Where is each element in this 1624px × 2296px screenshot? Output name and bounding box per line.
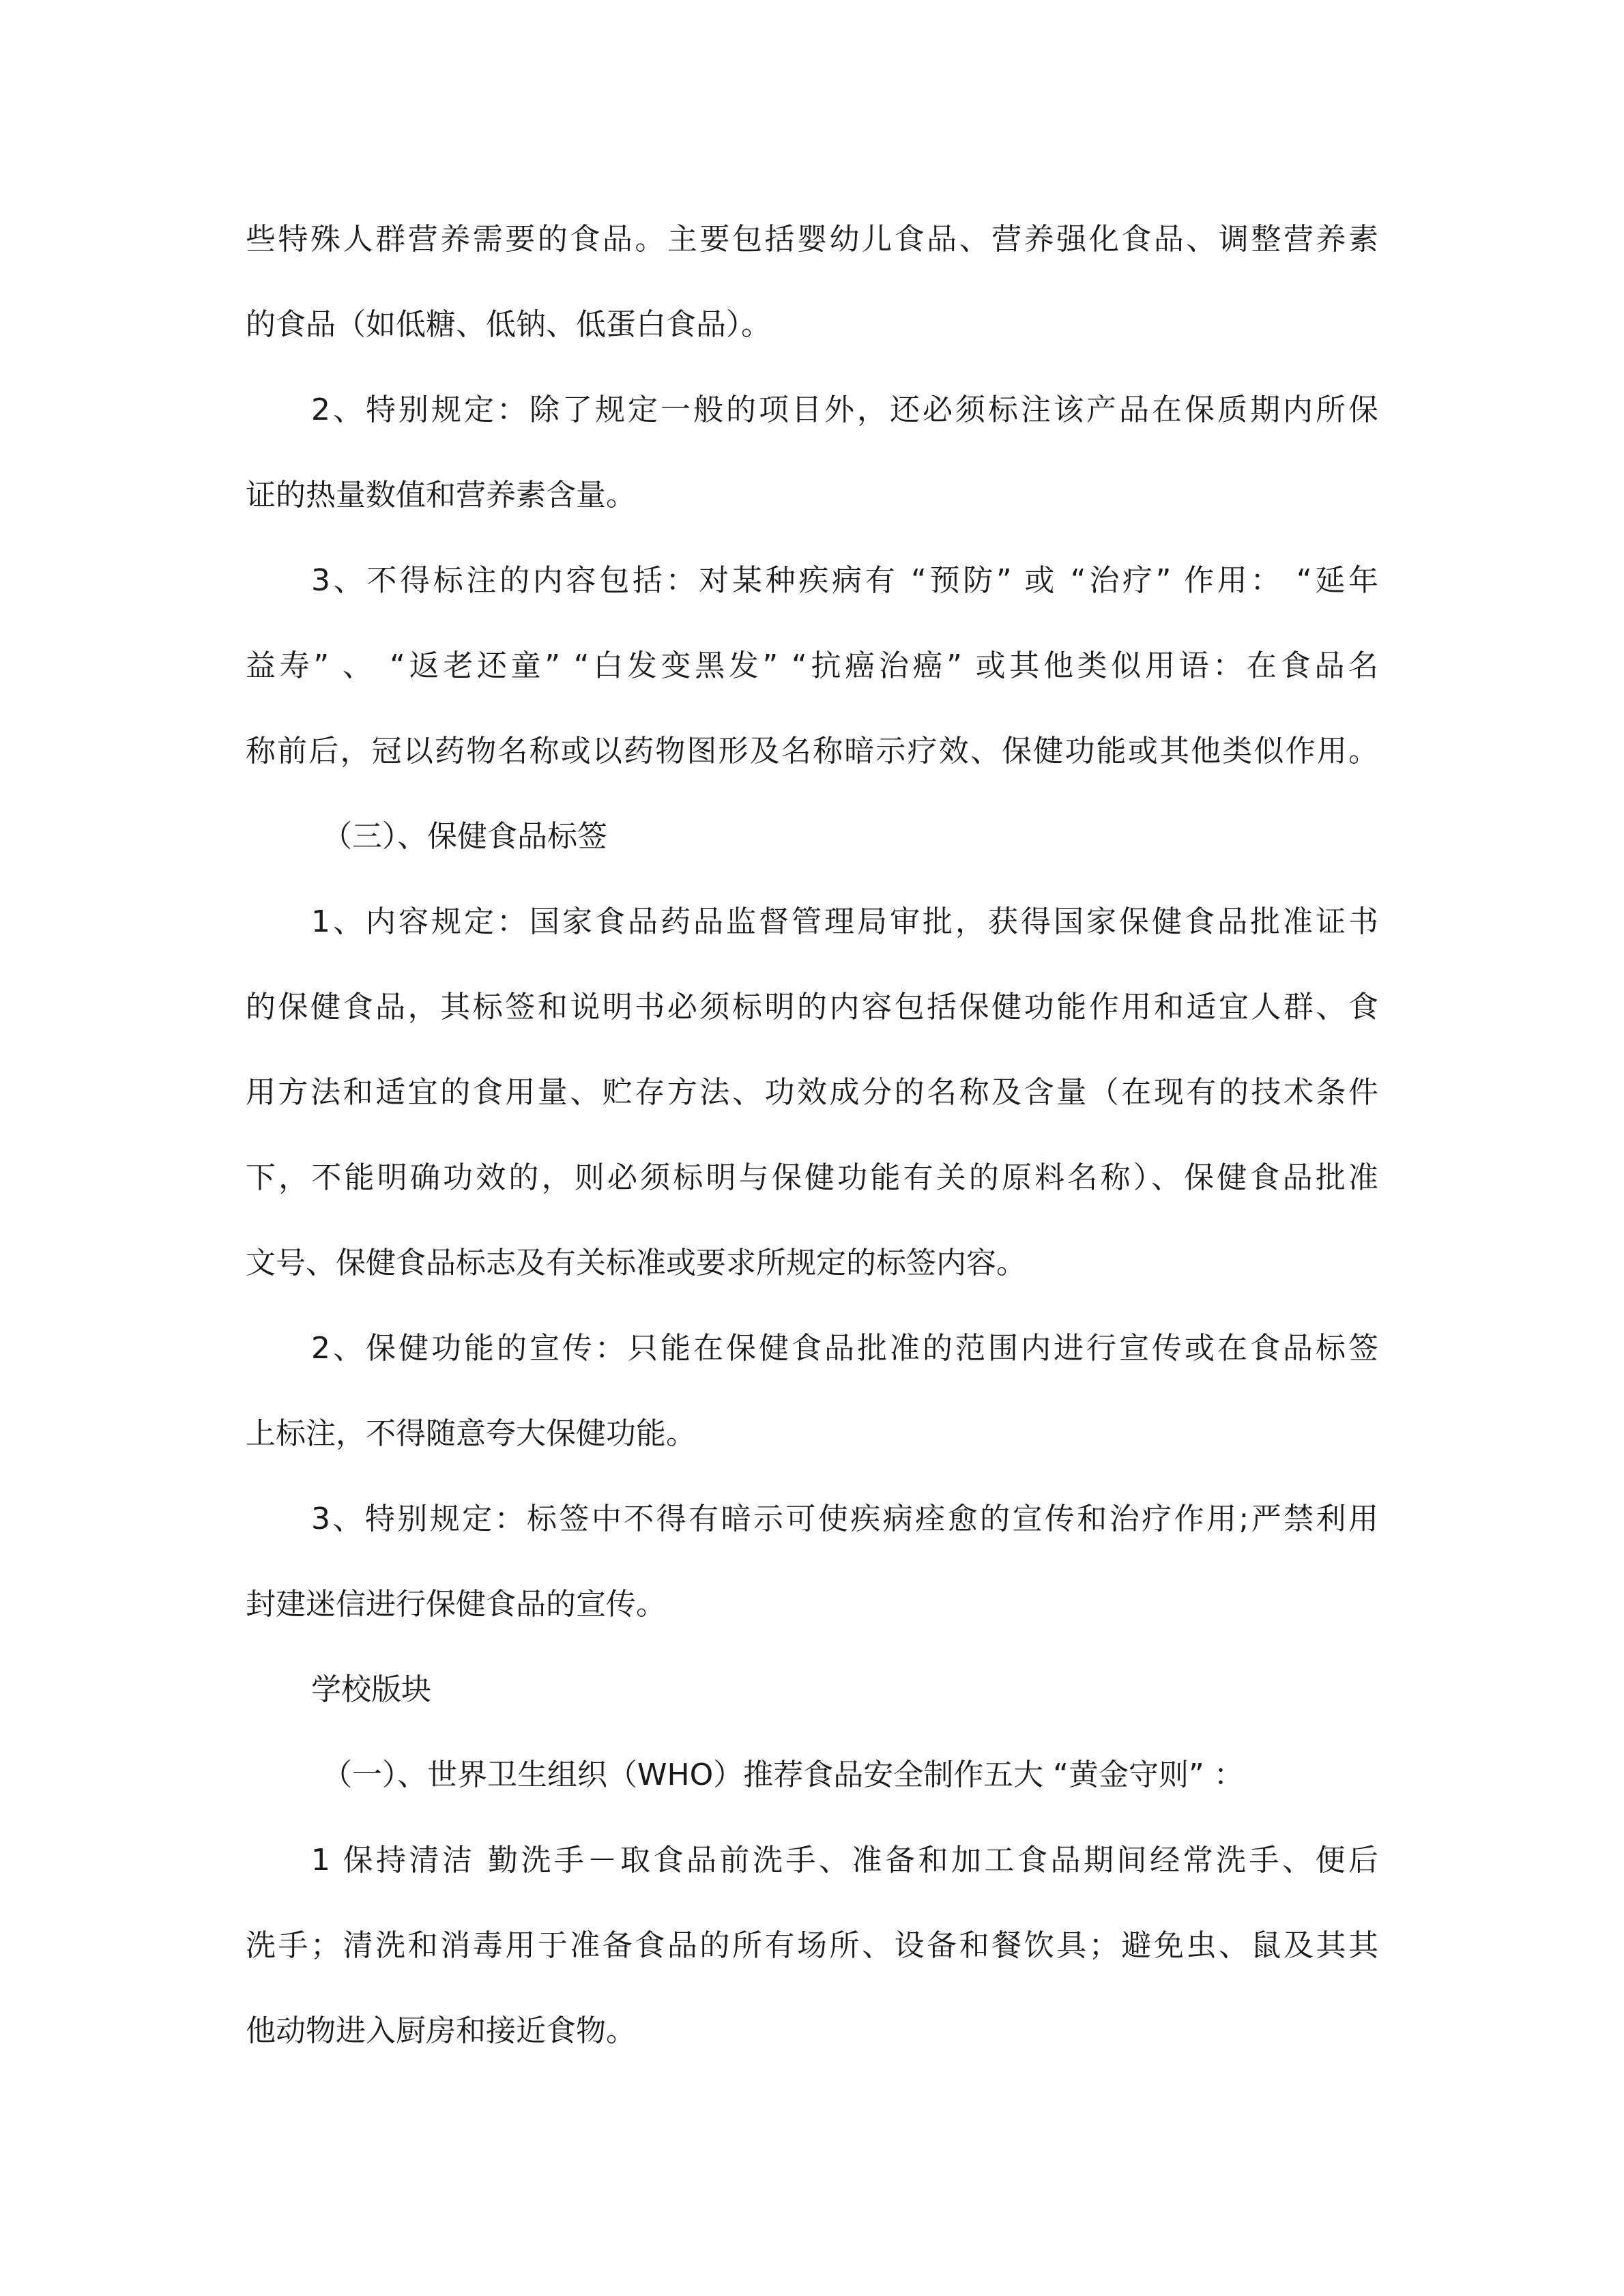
text-line: 3、不得标注的内容包括：对某种疾病有 “预防” 或 “治疗” 作用： “延年 bbox=[311, 563, 1378, 598]
text-line: 的保健食品，其标签和说明书必须标明的内容包括保健功能作用和适宜人群、食 bbox=[246, 990, 1378, 1024]
section-heading: （一）、世界卫生组织（WHO）推荐食品安全制作五大 “黄金守则” ： bbox=[322, 1757, 1244, 1792]
text-line: 1 保持清洁 勤洗手－取食品前洗手、准备和加工食品期间经常洗手、便后 bbox=[311, 1843, 1378, 1878]
text-line: 称前后，冠以药物名称或以药物图形及名称暗示疗效、保健功能或其他类似作用。 bbox=[246, 734, 1378, 769]
text-line: 些特殊人群营养需要的食品。主要包括婴幼儿食品、营养强化食品、调整营养素 bbox=[246, 222, 1378, 257]
text-line: 下，不能明确功效的，则必须标明与保健功能有关的原料名称）、保健食品批准 bbox=[246, 1160, 1378, 1195]
text-line: 他动物进入厨房和接近食物。 bbox=[246, 2013, 636, 2048]
text-line: 2、保健功能的宣传：只能在保健食品批准的范围内进行宣传或在食品标签 bbox=[311, 1331, 1378, 1366]
text-line: 3、特别规定：标签中不得有暗示可使疾病痊愈的宣传和治疗作用;严禁利用 bbox=[311, 1502, 1378, 1536]
text-line: 用方法和适宜的食用量、贮存方法、功效成分的名称及含量（在现有的技术条件 bbox=[246, 1075, 1378, 1110]
text-line: 证的热量数值和营养素含量。 bbox=[246, 478, 636, 513]
text-line: 2、特别规定：除了规定一般的项目外，还必须标注该产品在保质期内所保 bbox=[311, 392, 1378, 427]
section-heading: （三）、保健食品标签 bbox=[322, 819, 607, 854]
text-line: 的食品（如低糖、低钠、低蛋白食品）。 bbox=[246, 307, 771, 342]
text-line: 封建迷信进行保健食品的宣传。 bbox=[246, 1587, 666, 1622]
text-line: 1、内容规定：国家食品药品监督管理局审批，获得国家保健食品批准证书 bbox=[311, 904, 1378, 939]
text-line: 文号、保健食品标志及有关标准或要求所规定的标签内容。 bbox=[246, 1246, 1026, 1280]
text-line: 洗手；清洗和消毒用于准备食品的所有场所、设备和餐饮具；避免虫、鼠及其其 bbox=[246, 1928, 1378, 1963]
section-heading: 学校版块 bbox=[311, 1672, 431, 1707]
text-line: 益寿” 、 “返老还童” “白发变黑发” “抗癌治癌” 或其他类似用语：在食品名 bbox=[246, 648, 1378, 683]
text-line: 上标注，不得随意夸大保健功能。 bbox=[246, 1416, 696, 1451]
